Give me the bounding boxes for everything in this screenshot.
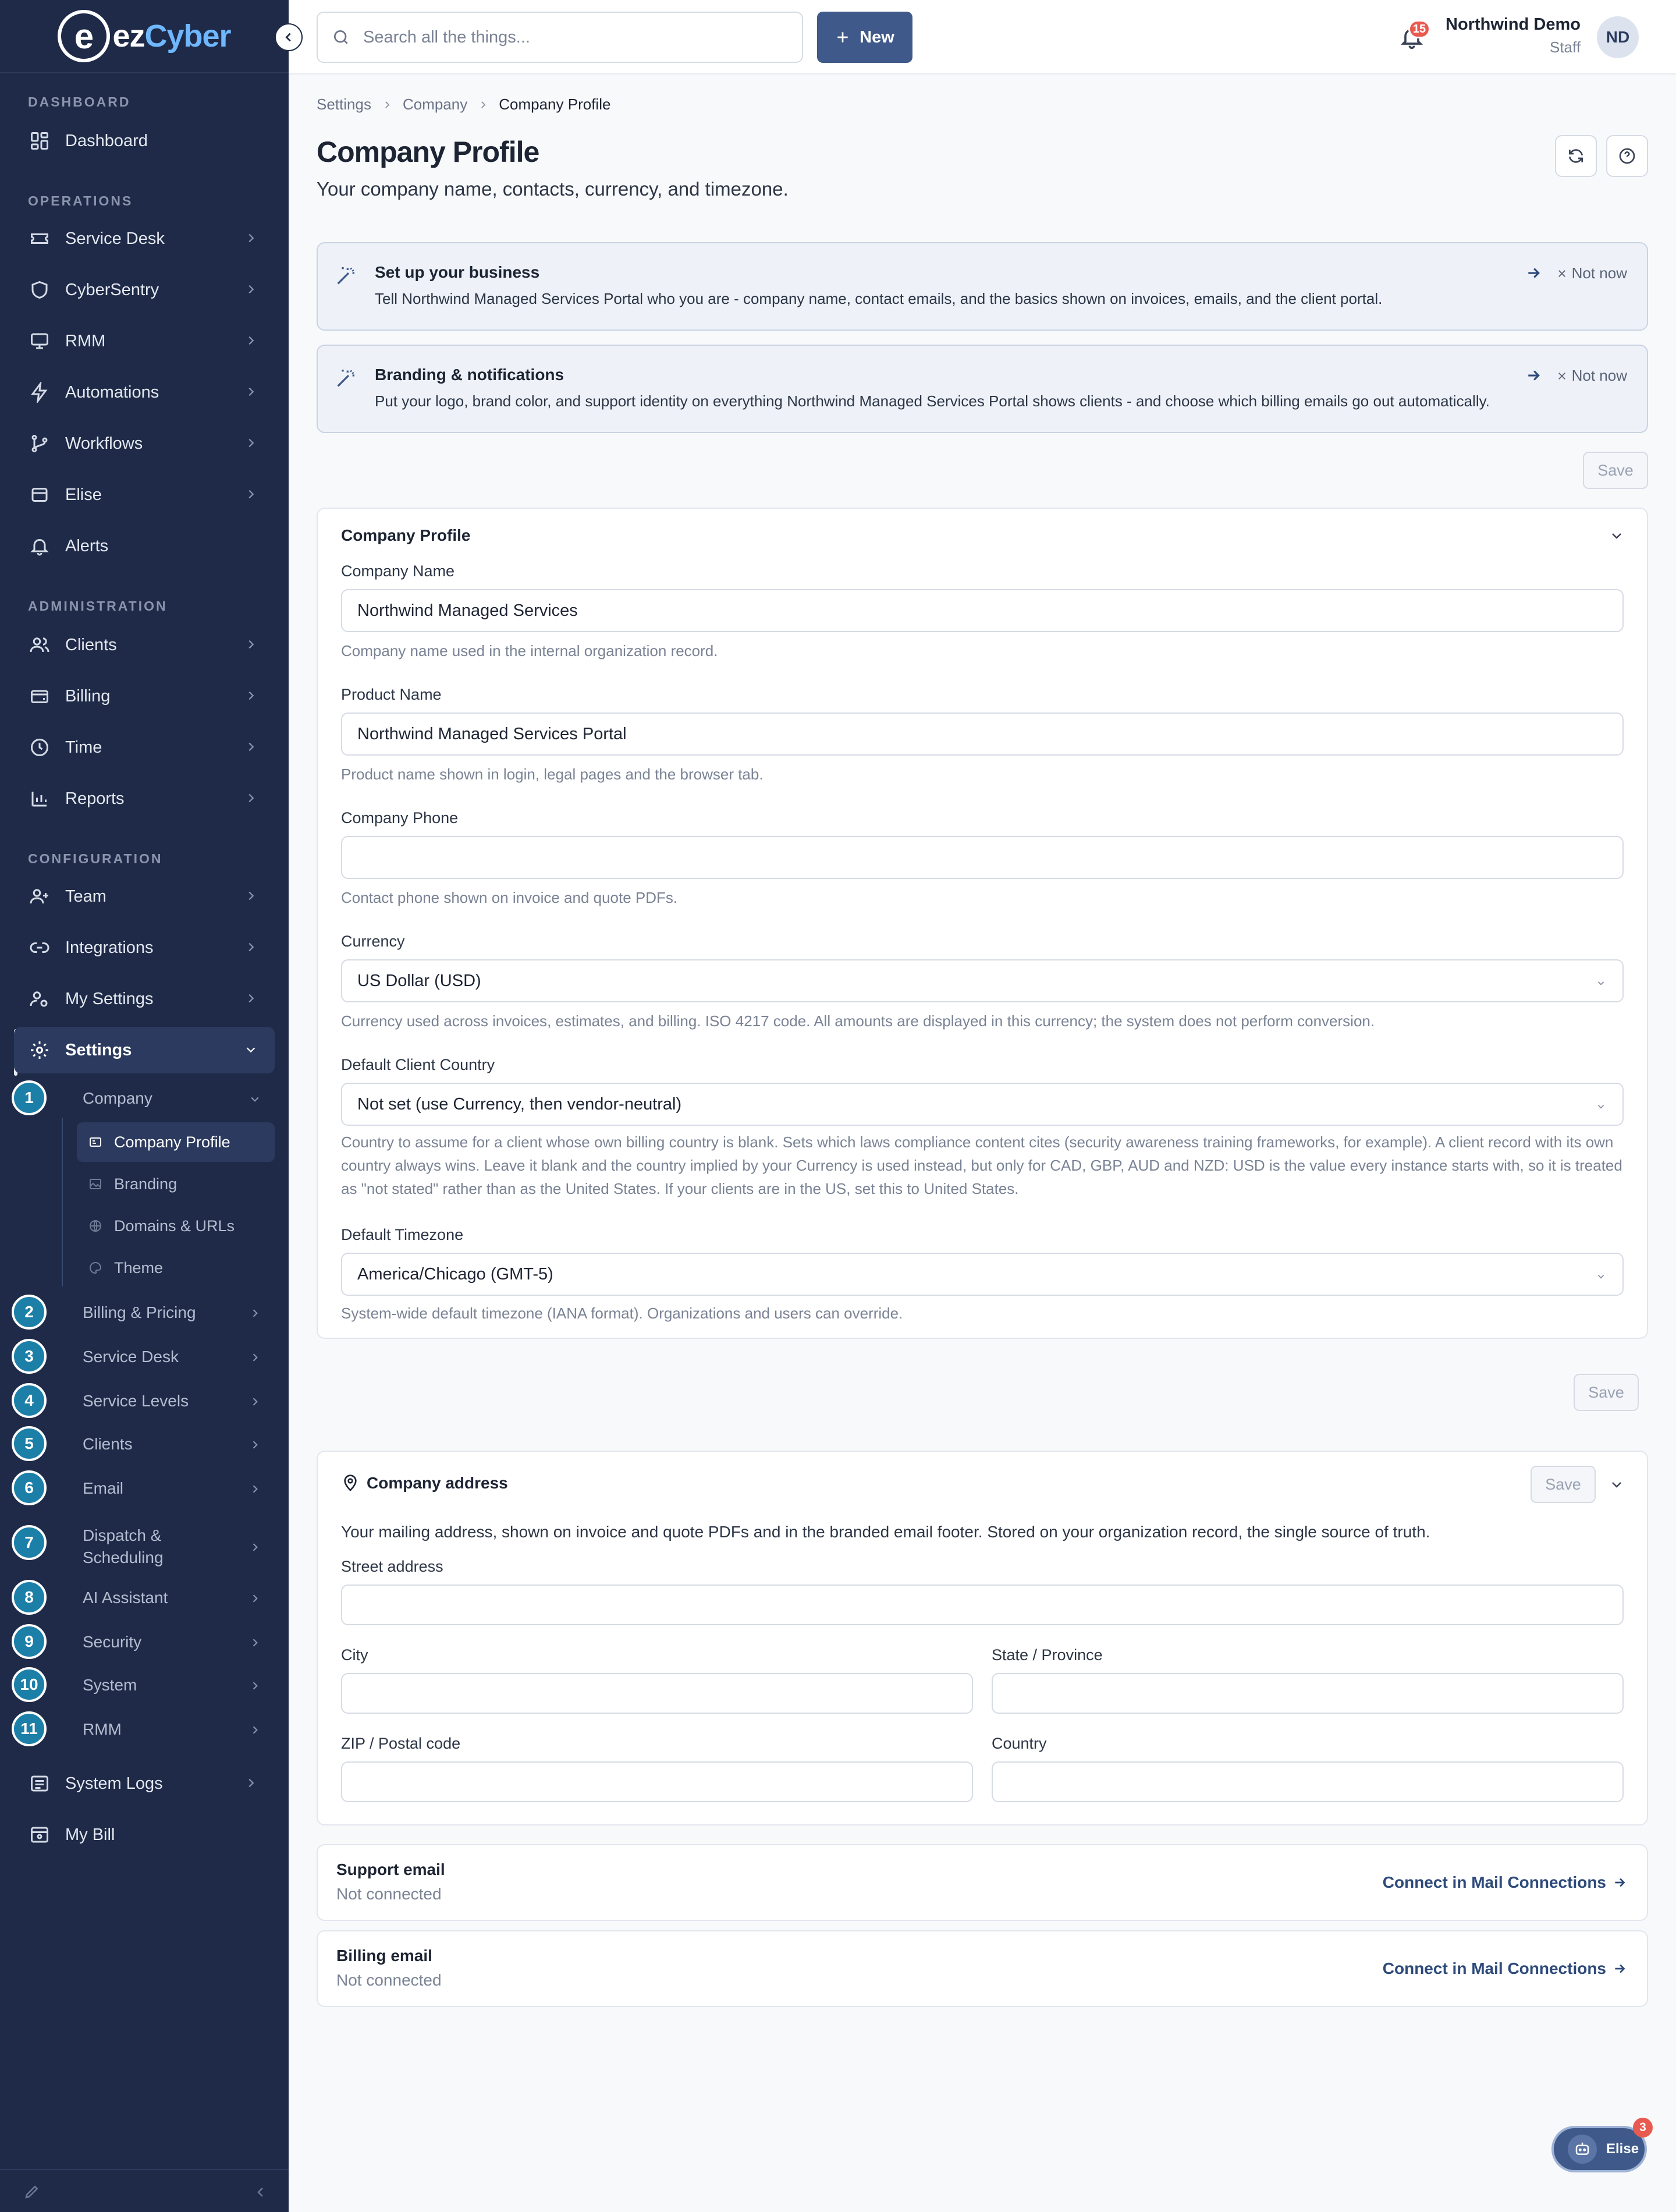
- sidebar-item-cybersentry[interactable]: [14, 267, 275, 313]
- settings-item-label: AI Assistant: [83, 1589, 168, 1607]
- sidebar-item-label: System Logs: [65, 1774, 163, 1793]
- sidebar-item-label: Elise: [65, 485, 102, 504]
- pencil-icon[interactable]: [23, 2183, 41, 2200]
- submenu-line: [62, 1118, 63, 1286]
- not-now-label: Not now: [1571, 264, 1627, 282]
- sidebar-item-label: Billing: [65, 686, 111, 706]
- step-badge: 8: [12, 1580, 47, 1615]
- chevron-right-icon: [244, 437, 257, 449]
- step-badge: 5: [12, 1426, 47, 1461]
- settings-item-service-levels[interactable]: [14, 1381, 275, 1422]
- product-name-help: Product name shown in login, legal pages and the browser tab.: [341, 765, 764, 783]
- link-icon: [28, 936, 51, 959]
- chevron-right-icon: [249, 1439, 261, 1451]
- chevron-right-icon: [244, 889, 257, 902]
- step-badge: 3: [12, 1339, 47, 1374]
- settings-item-billing-pricing[interactable]: [14, 1292, 275, 1333]
- image-icon: [87, 1176, 104, 1192]
- state-label: State / Province: [992, 1646, 1103, 1664]
- palette-icon: [87, 1260, 104, 1276]
- default-country-help: Country to assume for a client whose own billing country is blank. Sets which laws compliance content cites (security awareness training frameworks, for example). A client record with its own country always wins. Leave it blank and the country implied by your Currency is used instead, but only for CAD, GBP, AUD and NZD: USD is the value every instance starts with, so it is treated as "not stated" rather than as the United States. If your clients are in the US, set this to United States.: [341, 1133, 1622, 1197]
- breadcrumb-settings[interactable]: Settings: [317, 95, 371, 113]
- chevron-left-icon[interactable]: [254, 2185, 268, 2199]
- company-subitem-branding[interactable]: [77, 1164, 275, 1204]
- currency-value: US Dollar (USD): [357, 971, 481, 990]
- connect-mail-link[interactable]: [1383, 1873, 1627, 1892]
- user-role: Staff: [1549, 38, 1581, 56]
- sidebar-item-label: Automations: [65, 382, 159, 402]
- team-icon: [28, 885, 51, 908]
- product-name-label: Product Name: [341, 686, 442, 703]
- company-address-card: [317, 1451, 1648, 1825]
- email-card-title: Support email: [336, 1860, 445, 1878]
- avatar[interactable]: ND: [1597, 16, 1639, 58]
- not-now-label: Not now: [1571, 367, 1627, 384]
- search-input[interactable]: [317, 12, 803, 63]
- setup-business-banner[interactable]: [317, 242, 1648, 331]
- company-subitem-theme[interactable]: [77, 1248, 275, 1288]
- section-label-administration: ADMINISTRATION: [28, 598, 168, 614]
- chevron-right-icon: [244, 792, 257, 804]
- default-country-value: Not set (use Currency, then vendor-neutral): [357, 1094, 682, 1114]
- connect-mail-link[interactable]: [1383, 1959, 1627, 1978]
- settings-item-label: Clients: [83, 1435, 133, 1453]
- settings-item-email[interactable]: [14, 1468, 275, 1509]
- topbar: [289, 0, 1676, 75]
- bell-icon: [28, 534, 51, 558]
- currency-label: Currency: [341, 933, 405, 950]
- page-subtitle: Your company name, contacts, currency, and timezone.: [317, 178, 789, 200]
- chevron-right-icon: [244, 232, 257, 244]
- id-card-icon: [87, 1134, 104, 1150]
- zip-input[interactable]: [341, 1761, 973, 1802]
- search-placeholder: Search all the things...: [363, 27, 530, 47]
- sidebar-item-system-logs[interactable]: [14, 1760, 275, 1807]
- banner-body: Put your logo, brand color, and support identity on everything Northwind Managed Services Portal shows clients - and choose which billing emails go out automatically.: [375, 392, 1490, 410]
- chevron-down-icon: [1596, 1271, 1606, 1282]
- address-description: Your mailing address, shown on invoice and quote PDFs and in the branded email footer. Stored on your organization record, the single source of truth.: [341, 1523, 1430, 1541]
- banner-title: Set up your business: [375, 263, 540, 281]
- section-label-configuration: CONFIGURATION: [28, 851, 163, 866]
- settings-item-label: Company: [83, 1089, 152, 1107]
- default-country-label: Default Client Country: [341, 1056, 495, 1073]
- shield-icon: [28, 278, 51, 302]
- company-name-input[interactable]: Northwind Managed Services: [341, 589, 1624, 632]
- settings-item-company[interactable]: [14, 1078, 275, 1119]
- chevron-right-icon: [249, 1307, 261, 1319]
- sidebar-item-rmm[interactable]: [14, 318, 275, 364]
- chevron-right-icon: [244, 283, 257, 296]
- step-badge: 11: [12, 1711, 47, 1746]
- clock-icon: [28, 736, 51, 759]
- settings-item-service-desk[interactable]: [14, 1337, 275, 1377]
- not-now-button[interactable]: [1557, 367, 1627, 385]
- arrow-right-icon: [1612, 1875, 1627, 1890]
- state-input[interactable]: [992, 1673, 1624, 1714]
- save-button-top[interactable]: Save: [1583, 452, 1648, 489]
- plus-icon: [835, 30, 850, 45]
- company-phone-input[interactable]: [341, 836, 1624, 879]
- step-badge: 7: [12, 1525, 47, 1560]
- save-button-profile[interactable]: Save: [1574, 1374, 1639, 1411]
- settings-item-label: Billing & Pricing: [83, 1303, 196, 1321]
- city-label: City: [341, 1646, 368, 1664]
- settings-item-security[interactable]: [14, 1622, 275, 1662]
- sidebar-item-label: RMM: [65, 331, 106, 350]
- arrow-right-icon: [1612, 1961, 1627, 1976]
- settings-item-clients[interactable]: [14, 1424, 275, 1465]
- default-timezone-select[interactable]: [341, 1253, 1624, 1296]
- subitem-label: Domains & URLs: [114, 1217, 235, 1235]
- company-name-label: Company Name: [341, 562, 455, 580]
- help-icon: [1618, 147, 1636, 165]
- sidebar-item-label: Workflows: [65, 434, 143, 453]
- chevron-right-icon: [244, 1777, 257, 1789]
- robot-icon: [1568, 2135, 1597, 2164]
- sidebar-item-integrations[interactable]: [14, 924, 275, 971]
- card-title: Company address: [367, 1474, 508, 1492]
- sidebar-item-label: Reports: [65, 789, 125, 808]
- branding-notifications-banner[interactable]: [317, 345, 1648, 433]
- sidebar-item-label: Dashboard: [65, 131, 148, 150]
- chevron-right-icon: [249, 1541, 261, 1553]
- bolt-icon: [28, 381, 51, 404]
- gear-icon: [28, 1038, 51, 1062]
- chevron-right-icon: [244, 941, 257, 953]
- monitor-icon: [28, 329, 51, 353]
- sidebar-item-label: Service Desk: [65, 229, 165, 248]
- logo-mark: e: [58, 10, 110, 62]
- workflow-icon: [28, 432, 51, 455]
- elise-label: Elise: [1606, 2141, 1639, 2157]
- user-name[interactable]: Northwind Demo: [1446, 15, 1581, 34]
- chevron-right-icon: [244, 689, 257, 702]
- default-timezone-help: System-wide default timezone (IANA format). Organizations and users can override.: [341, 1304, 903, 1322]
- company-profile-card: [317, 508, 1648, 1339]
- country-input[interactable]: [992, 1761, 1624, 1802]
- settings-item-system[interactable]: [14, 1665, 275, 1706]
- subitem-label: Theme: [114, 1259, 164, 1277]
- chevron-right-icon: [249, 1724, 261, 1736]
- help-button[interactable]: [1606, 135, 1648, 177]
- zip-label: ZIP / Postal code: [341, 1735, 461, 1752]
- receipt-icon: [28, 1823, 51, 1846]
- box-icon: [28, 483, 51, 506]
- logo-suffix: Cyber: [144, 19, 231, 54]
- chevron-up-icon[interactable]: [1610, 529, 1624, 543]
- email-card-title: Billing email: [336, 1947, 432, 1965]
- chevron-right-icon: [249, 1396, 261, 1408]
- step-badge: 6: [12, 1470, 47, 1505]
- default-timezone-label: Default Timezone: [341, 1226, 464, 1243]
- refresh-icon: [1567, 147, 1585, 165]
- sidebar-footer: [0, 2169, 289, 2212]
- magic-wand-icon: [334, 264, 357, 288]
- company-name-help: Company name used in the internal organization record.: [341, 642, 718, 660]
- sidebar-item-automations[interactable]: [14, 369, 275, 416]
- chevron-right-icon: [249, 1483, 261, 1495]
- close-icon: [1557, 268, 1567, 279]
- chevron-right-icon: [249, 1352, 261, 1363]
- step-badge: 1: [12, 1080, 47, 1115]
- sidebar-item-label: My Settings: [65, 989, 154, 1008]
- sidebar-item-label: Time: [65, 738, 102, 757]
- sidebar-item-clients[interactable]: [14, 622, 275, 668]
- logo[interactable]: [0, 0, 289, 73]
- settings-item-label: RMM: [83, 1720, 122, 1738]
- banner-title: Branding & notifications: [375, 366, 564, 384]
- connect-mail-label: Connect in Mail Connections: [1382, 1959, 1606, 1977]
- sidebar-item-elise[interactable]: [14, 472, 275, 518]
- chevron-right-icon: [244, 638, 257, 651]
- sidebar-item-label: Clients: [65, 635, 117, 654]
- sidebar-item-settings[interactable]: [14, 1027, 275, 1073]
- elise-count-badge: 3: [1633, 2118, 1653, 2137]
- page-title: Company Profile: [317, 136, 539, 168]
- street-label: Street address: [341, 1558, 443, 1575]
- sidebar-item-alerts[interactable]: [14, 523, 275, 569]
- breadcrumb-current: Company Profile: [499, 95, 611, 113]
- section-label-dashboard: DASHBOARD: [28, 94, 131, 109]
- billing-email-card: [317, 1930, 1648, 2007]
- wallet-icon: [28, 685, 51, 708]
- bar-chart-icon: [28, 787, 51, 810]
- sidebar-item-label: Settings: [65, 1040, 132, 1059]
- magic-wand-icon: [334, 367, 357, 390]
- step-badge: 2: [12, 1295, 47, 1330]
- sidebar-item-reports[interactable]: [14, 775, 275, 822]
- banner-body: Tell Northwind Managed Services Portal who you are - company name, contact emails, and the basics shown on invoices, emails, and the client portal.: [375, 290, 1383, 307]
- chevron-down-icon: [1596, 1101, 1606, 1112]
- breadcrumb-separator-icon: [382, 100, 392, 110]
- sidebar-item-label: My Bill: [65, 1825, 115, 1844]
- company-phone-label: Company Phone: [341, 809, 459, 827]
- chevron-right-icon: [249, 1637, 261, 1649]
- map-pin-icon: [341, 1474, 360, 1493]
- chevron-right-icon: [244, 740, 257, 753]
- company-subitem-company-profile[interactable]: [77, 1122, 275, 1162]
- chevron-right-icon: [249, 1680, 261, 1692]
- chevron-right-icon: [244, 992, 257, 1005]
- country-label: Country: [992, 1735, 1047, 1752]
- breadcrumb: [317, 95, 610, 114]
- company-phone-help: Contact phone shown on invoice and quote PDFs.: [341, 889, 678, 906]
- sidebar-item-service-desk[interactable]: [14, 215, 275, 262]
- settings-item-label: Service Desk: [83, 1348, 179, 1366]
- street-input[interactable]: [341, 1584, 1624, 1625]
- users-icon: [28, 633, 51, 657]
- email-card-status: Not connected: [336, 1971, 442, 1989]
- breadcrumb-company[interactable]: Company: [402, 95, 468, 113]
- notification-count-badge: 15: [1408, 20, 1430, 38]
- chevron-down-icon: [249, 1093, 261, 1105]
- settings-item-label: Service Levels: [83, 1392, 189, 1410]
- connect-mail-label: Connect in Mail Connections: [1382, 1873, 1606, 1891]
- settings-item-dispatch[interactable]: [14, 1520, 275, 1573]
- arrow-right-icon[interactable]: [1525, 264, 1542, 282]
- logs-icon: [28, 1772, 51, 1795]
- chevron-left-icon: [282, 31, 295, 44]
- globe-icon: [87, 1218, 104, 1234]
- default-timezone-value: America/Chicago (GMT-5): [357, 1264, 553, 1284]
- elise-chat-button[interactable]: [1551, 2126, 1647, 2172]
- settings-item-rmm[interactable]: [14, 1709, 275, 1750]
- chevron-down-icon: [244, 1043, 257, 1056]
- sidebar-item-time[interactable]: [14, 724, 275, 771]
- sidebar: [0, 0, 289, 2212]
- currency-help: Currency used across invoices, estimates, and billing. ISO 4217 code. All amounts are displayed in this currency; the system does not perform conversion.: [341, 1012, 1375, 1030]
- step-badge: 9: [12, 1624, 47, 1659]
- dashboard-icon: [28, 129, 51, 153]
- settings-item-label: System: [83, 1676, 137, 1694]
- product-name-input[interactable]: Northwind Managed Services Portal: [341, 712, 1624, 756]
- settings-item-ai-assistant[interactable]: [14, 1578, 275, 1618]
- step-badge: 10: [12, 1667, 47, 1702]
- email-card-status: Not connected: [336, 1885, 442, 1903]
- currency-select[interactable]: [341, 959, 1624, 1002]
- chevron-right-icon: [244, 488, 257, 501]
- city-input[interactable]: [341, 1673, 973, 1714]
- sidebar-item-team[interactable]: [14, 873, 275, 920]
- settings-item-label: Dispatch & Scheduling: [83, 1526, 164, 1566]
- new-button-label: New: [860, 27, 894, 47]
- new-button[interactable]: [817, 12, 912, 63]
- close-icon: [1557, 371, 1567, 381]
- settings-item-label: Email: [83, 1479, 124, 1497]
- chevron-down-icon[interactable]: [1610, 1477, 1624, 1491]
- search-icon: [332, 28, 350, 47]
- not-now-button[interactable]: [1557, 264, 1627, 282]
- step-badge: 4: [12, 1383, 47, 1418]
- sidebar-item-label: Team: [65, 887, 106, 906]
- chevron-down-icon: [1596, 978, 1606, 988]
- logo-wordmark: [112, 18, 230, 54]
- company-subitem-domains[interactable]: [77, 1206, 275, 1246]
- user-gear-icon: [28, 987, 51, 1011]
- sidebar-item-my-settings[interactable]: [14, 976, 275, 1022]
- sidebar-item-workflows[interactable]: [14, 420, 275, 467]
- subitem-label: Branding: [114, 1175, 177, 1193]
- breadcrumb-separator-icon: [478, 100, 488, 110]
- chevron-right-icon: [249, 1593, 261, 1604]
- save-button-address[interactable]: Save: [1531, 1466, 1596, 1503]
- section-label-operations: OPERATIONS: [28, 193, 133, 208]
- sidebar-item-dashboard[interactable]: [14, 118, 275, 164]
- card-title: Company Profile: [341, 526, 471, 544]
- sidebar-item-label: Alerts: [65, 536, 109, 555]
- sidebar-item-label: CyberSentry: [65, 280, 159, 299]
- sidebar-item-label: Integrations: [65, 938, 154, 957]
- subitem-label: Company Profile: [114, 1133, 230, 1151]
- refresh-button[interactable]: [1555, 135, 1597, 177]
- collapse-sidebar-button[interactable]: [275, 23, 303, 51]
- support-email-card: [317, 1844, 1648, 1921]
- sidebar-item-billing[interactable]: [14, 673, 275, 719]
- default-country-select[interactable]: [341, 1083, 1624, 1126]
- chevron-right-icon: [244, 385, 257, 398]
- arrow-right-icon[interactable]: [1525, 367, 1542, 384]
- ticket-icon: [28, 227, 51, 250]
- logo-prefix: ez: [112, 19, 145, 54]
- sidebar-item-my-bill[interactable]: [14, 1812, 275, 1858]
- chevron-right-icon: [244, 334, 257, 347]
- settings-item-label: Security: [83, 1633, 142, 1651]
